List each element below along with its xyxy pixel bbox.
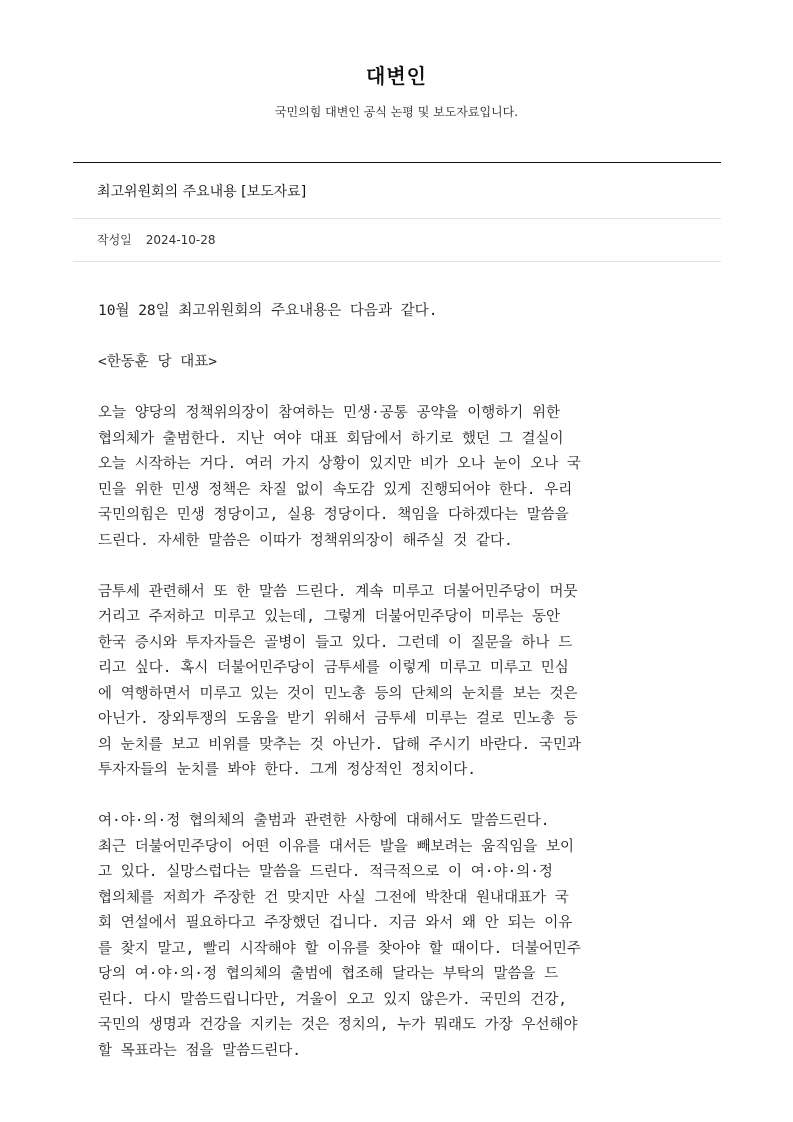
post-title: 최고위원회의 주요내용 [보도자료]: [97, 184, 307, 200]
paragraph-4: 금투세 관련해서 또 한 말씀 드린다. 계속 미루고 더불어민주당이 머뭇 거리고 주저하고 미루고 있는데, 그렇게 더불어민주당이 미루는 동안 한국 증시와 투자자들은 골병이 들고 있다. 그런데 이 질문을 하나 드 리고 싶다. 혹시 더불어민주당이 금투세를 이렇게 미루고 미루고 민심 에 역행하면서 미루고 있는 것이 민노총 등의 단체의 눈치를 보는 것은 아닌가. 장외투쟁의 도움을 받기 위해서 금투세 미루는 걸로 민노총 등 의 눈치를 보고 비위를 맞추는 것 아닌가. 답해 주시기 바란다. 국민과 투자자들의 눈치를 봐야 한다. 그게 정상적인 정치이다.: [98, 583, 581, 778]
date-label: 작성일: [97, 233, 132, 247]
paragraph-5: 여·야·의·정 협의체의 출범과 관련한 사항에 대해서도 말씀드린다. 최근 더불어민주당이 어떤 이유를 대서든 발을 빼보려는 움직임을 보이 고 있다. 실망스럽다는 말씀을 드린다. 적극적으로 이 여·야·의·정 협의체를 저희가 주장한 건 맞지만 사실 그전에 박찬대 원내대표가 국 회 연설에서 필요하다고 주장했던 겁니다. 지금 와서 왜 안 되는 이유 를 찾지 말고, 빨리 시작해야 할 이유를 찾아야 할 때이다. 더불어민주 당의 여·야·의·정 협의체의 출범에 협조해 달라는 부탁의 말씀을 드 린다. 다시 말씀드립니다만, 겨울이 오고 있지 않은가. 국민의 건강, 국민의 생명과 건강을 지키는 것은 정치의, 누가 뭐래도 가장 우선해야 할 목표라는 점을 말씀드린다.: [98, 813, 581, 1059]
site-description: 국민의힘 대변인 공식 논평 및 보도자료입니다.: [274, 105, 519, 119]
post-body: [98, 299, 696, 1064]
meta-divider: [73, 261, 721, 262]
post-meta: [97, 231, 216, 248]
site-title: 대변인: [366, 64, 427, 88]
header-divider: [73, 162, 721, 163]
paragraph-1: 10월 28일 최고위원회의 주요내용은 다음과 같다.: [98, 303, 438, 319]
title-divider: [73, 218, 721, 219]
paragraph-2: <한동훈 당 대표>: [98, 354, 217, 370]
paragraph-3: 오늘 양당의 정책위의장이 참여하는 민생·공통 공약을 이행하기 위한 협의체가 출범한다. 지난 여야 대표 회담에서 하기로 했던 그 결실이 오늘 시작하는 거다. 여러 가지 상황이 있지만 비가 오나 눈이 오나 국 민을 위한 민생 정책은 차질 없이 속도감 있게 진행되어야 한다. 우리 국민의힘은 민생 정당이고, 실용 정당이다. 책임을 다하겠다는 말씀을 드린다. 자세한 말씀은 이따가 정책위의장이 해주실 것 같다.: [98, 405, 581, 549]
post-date: 2024-10-28: [145, 233, 216, 247]
